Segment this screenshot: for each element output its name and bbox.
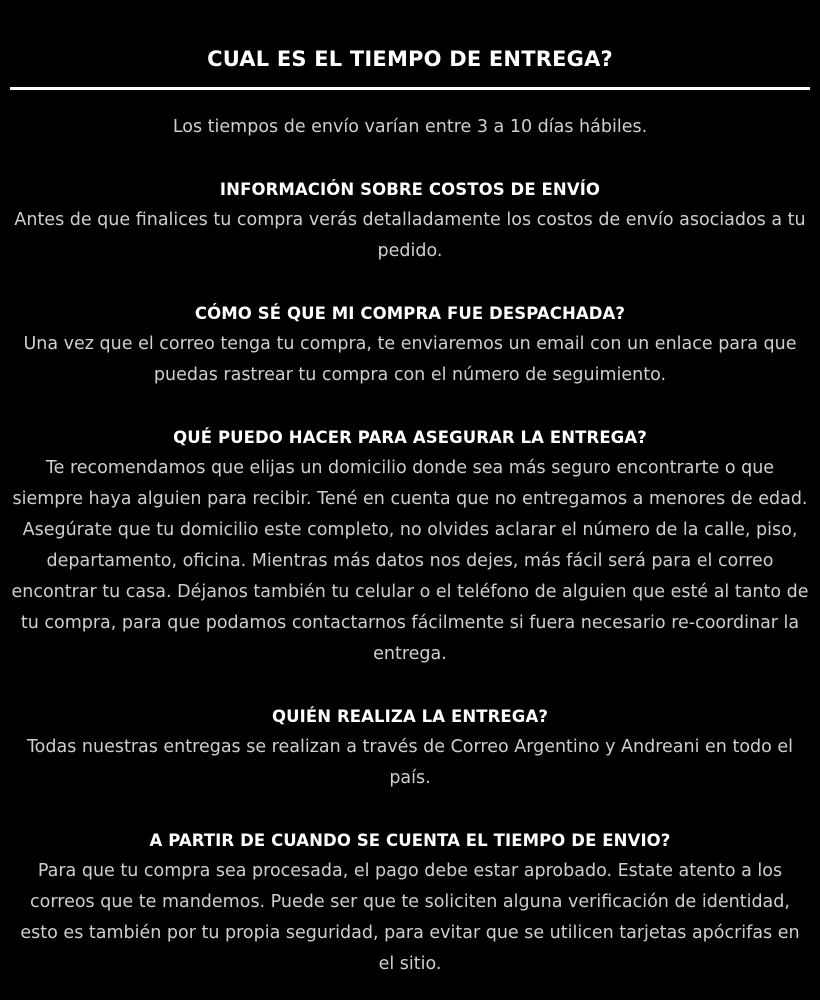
section-heading: QUÉ PUEDO HACER PARA ASEGURAR LA ENTREGA? (173, 428, 647, 447)
section-body: Te recomendamos que elijas un domicilio donde sea más seguro encontrarte o que siempre haya alguien para recibir. Tené en cuenta que no entregamos a menores de edad. Asegúrate que tu domicilio este completo, no olvides aclarar el número de la calle, piso, departamento, oficina. Mientras más datos nos dejes, más fácil será para el correo encontrar tu casa. Déjanos también tu celular o el teléfono de alguien que esté al tanto de tu compra, para que podamos contactarnos fácilmente si fuera necesario re-coordinar la entrega. (11, 458, 809, 664)
section-body: Todas nuestras entregas se realizan a través de Correo Argentino y Andreani en todo el país. (26, 737, 794, 788)
faq-section-shipping-costs (10, 174, 810, 267)
section-heading: A PARTIR DE CUANDO SE CUENTA EL TIEMPO DE ENVIO? (149, 831, 671, 850)
section-heading: CÓMO SÉ QUE MI COMPRA FUE DESPACHADA? (194, 304, 626, 323)
faq-section-secure-delivery (10, 422, 810, 670)
title-divider (10, 87, 810, 90)
intro-text: Los tiempos de envío varían entre 3 a 10 días hábiles. (172, 117, 648, 137)
section-body: Para que tu compra sea procesada, el pago debe estar aprobado. Estate atento a los correos que te mandemos. Puede ser que te soliciten alguna verificación de identidad, esto es también por tu propia seguridad, para evitar que se utilicen tarjetas apócrifas en el sitio. (20, 861, 800, 974)
faq-section-carrier (10, 701, 810, 794)
faq-section-dispatch (10, 298, 810, 391)
section-heading: QUIÉN REALIZA LA ENTREGA? (272, 707, 548, 726)
section-heading: INFORMACIÓN SOBRE COSTOS DE ENVÍO (219, 180, 601, 199)
faq-content (0, 112, 820, 980)
page-title: CUAL ES EL TIEMPO DE ENTREGA? (207, 47, 613, 71)
section-body: Antes de que finalices tu compra verás detalladamente los costos de envío asociados a tu pedido. (14, 210, 806, 261)
faq-section-shipping-time-start (10, 825, 810, 980)
section-body: Una vez que el correo tenga tu compra, te enviaremos un email con un enlace para que puedas rastrear tu compra con el número de seguimiento. (23, 334, 797, 385)
